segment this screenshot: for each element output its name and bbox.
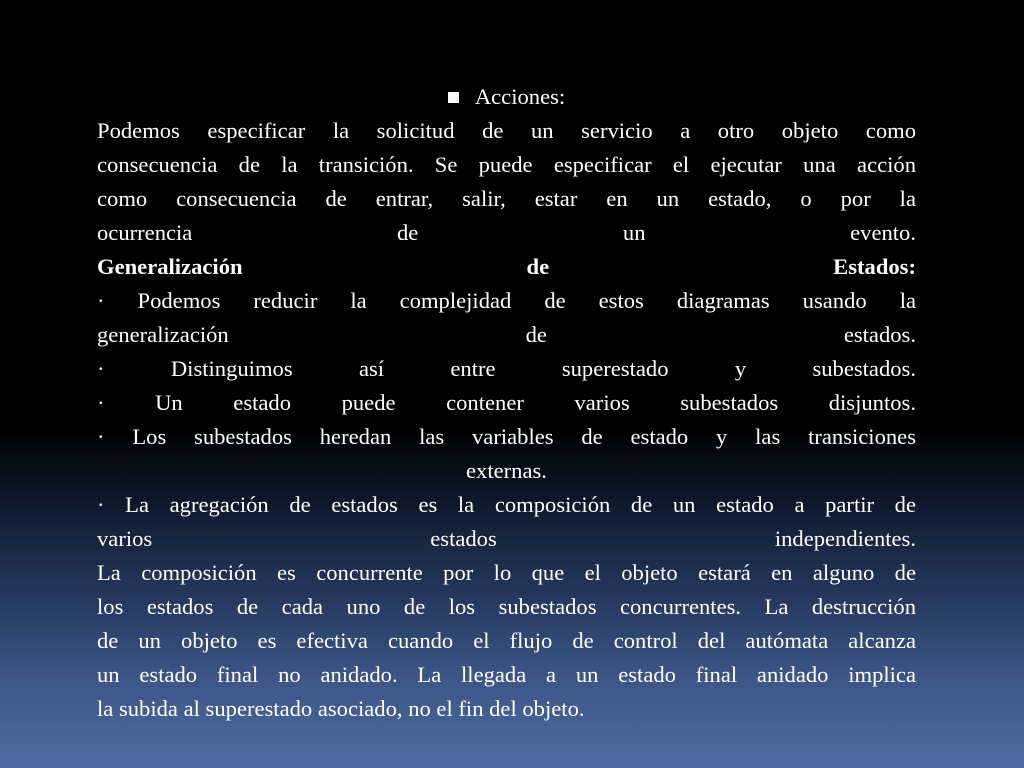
text-line: · Un estado puede contener varios subestados disjuntos. — [97, 390, 916, 415]
text-line: La composición es concurrente por lo que el objeto estará en alguno de — [97, 560, 916, 585]
square-bullet-icon — [448, 92, 459, 103]
text-line: · La agregación de estados es la composición de un estado a partir de — [97, 492, 916, 517]
text-line: un estado final no anidado. La llegada a un estado final anidado implica — [97, 662, 916, 687]
text-line: externas. — [466, 458, 547, 483]
text-line: la subida al superestado asociado, no el fin del objeto. — [97, 696, 585, 721]
text-line: los estados de cada uno de los subestados concurrentes. La destrucción — [97, 594, 916, 619]
text-line: como consecuencia de entrar, salir, estar en un estado, o por la — [97, 186, 916, 211]
text-line: · Distinguimos así entre superestado y subestados. — [97, 356, 916, 381]
text-line: consecuencia de la transición. Se puede especificar el ejecutar una acción — [97, 152, 916, 177]
text-line: varios estados independientes. — [97, 526, 916, 551]
slide-body — [97, 80, 916, 726]
text-line: ocurrencia de un evento. — [97, 220, 916, 245]
text-line: generalización de estados. — [97, 322, 916, 347]
text-line: · Los subestados heredan las variables de estado y las transiciones — [97, 424, 916, 449]
heading-text: Acciones: — [474, 84, 566, 109]
text-line: · Podemos reducir la complejidad de estos diagramas usando la — [97, 288, 916, 313]
text-line: de un objeto es efectiva cuando el flujo de control del autómata alcanza — [97, 628, 916, 653]
text-line: Podemos especificar la solicitud de un servicio a otro objeto como — [97, 118, 916, 143]
section-heading — [97, 80, 916, 114]
subsection-heading: Generalización de Estados: — [97, 254, 916, 279]
